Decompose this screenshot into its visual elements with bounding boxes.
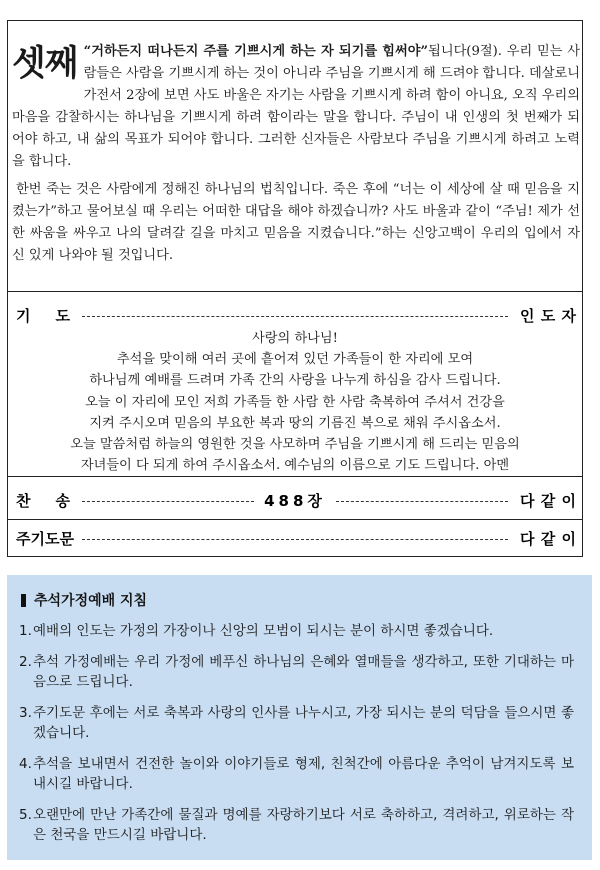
worship-order-box: [7, 20, 583, 557]
sermon-section: [12, 41, 580, 267]
prayer-line: 지켜 주시오며 믿음의 부요한 복과 땅의 기름진 복으로 채워 주시옵소서.: [89, 415, 501, 431]
guide-title: 추석가정예배 지침: [21, 590, 147, 610]
dashed-leader: [336, 501, 508, 502]
prayer-line: 사랑의 하나님!: [252, 331, 338, 346]
prayer-line: 추석을 맞이해 여러 곳에 흩어져 있던 가족들이 한 자리에 모여: [116, 352, 474, 368]
sermon-key-verse: “거하든지 떠나든지 주를 기쁘시게 하는 자 되기를 힘써야”: [83, 44, 429, 59]
guide-item: 1. 예배의 인도는 가정의 가장이나 신앙의 모범이 되시는 분이 하시면 좋겠습니다.: [19, 623, 494, 639]
sermon-paragraph-2: 한번 죽는 것은 사람에게 정해진 하나님의 법칙입니다. 죽은 후에 “너는 이 세상에 살 때 믿음을 지켰는가”하고 물어보실 때 우리는 어떠한 대답을 해야 하겠습니까? 사도 바울과 같이 “주님! 제가 선한 싸움을 싸우고 나의 달려갈 길을 마치고 믿음을 지켰습니다.”하는 신앙고백이 우리의 입에서 자신 있게 나와야 될 것입니다.: [12, 182, 580, 263]
guide-list: [19, 621, 574, 856]
guide-item: 5. 오랜만에 만난 가족간에 물질과 명예를 자랑하기보다 서로 축하하고, 격려하고, 위로하는 작은 천국을 만드시길 바랍니다.: [19, 806, 574, 843]
sermon-verse-ref: 됩니다(9절).: [428, 44, 502, 59]
hymn-together-label: 다 같 이: [520, 491, 576, 510]
guide-item: 2. 추석 가정예배는 우리 가정에 베푸신 하나님의 은혜와 열매들을 생각하고, 또한 기대하는 마음으로 드립니다.: [19, 653, 574, 690]
prayer-line: 오늘 말씀처럼 하늘의 영원한 것을 사모하며 주님을 기쁘시게 해 드리는 믿음의: [70, 437, 520, 453]
hymn-row: [8, 480, 582, 520]
lords-prayer-row: [8, 518, 582, 558]
prayer-line: 자녀들이 다 되게 하여 주시옵소서. 예수님의 이름으로 기도 드립니다. 아멘: [80, 458, 510, 474]
guide-box: [7, 575, 592, 860]
guide-item: 4. 추석을 보내면서 건전한 놀이와 이야기들로 형제, 친척간에 아름다운 추억이 남겨지도록 보내시길 바랍니다.: [19, 755, 574, 792]
hymn-number: 488장: [264, 491, 326, 510]
square-bullet-icon: [21, 594, 26, 607]
prayer-text: [8, 328, 582, 476]
lords-prayer-together-label: 다 같 이: [520, 529, 576, 548]
sermon-heading: 셋째: [12, 43, 78, 84]
prayer-label: 기 도: [16, 306, 70, 325]
divider: [8, 291, 582, 292]
lords-prayer-label: 주기도문: [16, 529, 74, 548]
prayer-line: 하나님께 예배를 드려며 가족 간의 사랑을 나누게 하심을 감사 드립니다.: [89, 373, 501, 389]
sermon-paragraph-1: [12, 41, 580, 173]
dashed-leader: [82, 316, 508, 317]
divider: [8, 476, 582, 477]
guide-item: 3. 주기도문 후에는 서로 축복과 사랑의 인사를 나누시고, 가장 되시는 분의 덕담을 들으시면 좋겠습니다.: [19, 704, 574, 741]
hymn-label: 찬 송: [16, 491, 70, 510]
prayer-leader-label: 인 도 자: [520, 306, 576, 325]
sermon-body-1: 우리 믿는 사람들은 사람을 기쁘시게 하는 것이 아니라 주님을 기쁘시게 해 드려야 합니다. 데살로니가전서 2장에 보면 사도 바울은 자기는 사람을 기쁘시게 하려 함이 아니요, 오직 우리의 마음을 감찰하시는 하나님을 기쁘시게 하려 함이라는 말을 합니다. 주님이 내 인생의 첫 번째가 되어야 하고, 내 삶의 목표가 되어야 합니다. 그러한 신자들은 사람보다 주님을 기쁘시게 하려고 노력을 합니다.: [12, 44, 580, 169]
dashed-leader: [82, 539, 508, 540]
prayer-line: 오늘 이 자리에 모인 저희 가족들 한 사람 한 사람 축복하여 주셔서 건강을: [85, 394, 505, 410]
dashed-leader: [82, 501, 254, 502]
